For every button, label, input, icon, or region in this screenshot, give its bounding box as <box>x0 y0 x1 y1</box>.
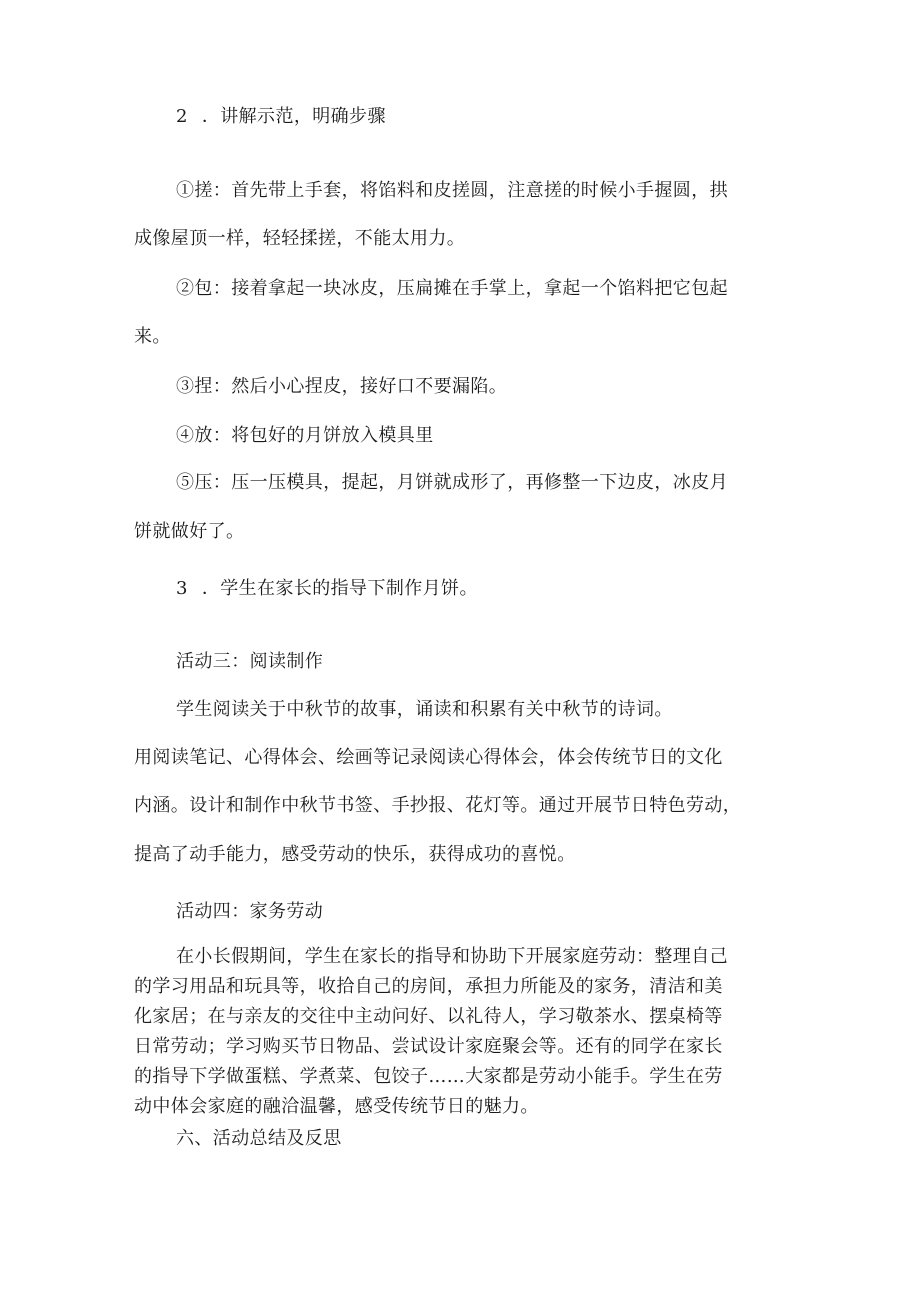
section-6-heading: 六、活动总结及反思 <box>176 1128 342 1149</box>
activity-4-line-6: 动中体会家庭的融洽温馨，感受传统节日的魅力。 <box>134 1096 539 1117</box>
section-3-heading <box>176 576 786 602</box>
step-1-line-1: ①搓：首先带上手套，将馅料和皮搓圆，注意搓的时候小手握圆，拱 <box>176 180 728 201</box>
section-2-title: ．讲解示范，明确步骤 <box>201 106 386 127</box>
activity-3-line-3: 内涵。设计和制作中秋节书签、手抄报、花灯等。通过开展节日特色劳动， <box>134 795 742 816</box>
activity-3-heading: 活动三：阅读制作 <box>176 651 324 672</box>
activity-3-line-4: 提高了动手能力，感受劳动的快乐，获得成功的喜悦。 <box>134 844 576 865</box>
section-2-number: 2 <box>176 106 188 127</box>
activity-4-heading: 活动四：家务劳动 <box>176 901 324 922</box>
section-2-heading <box>176 104 786 130</box>
step-2-line-2: 来。 <box>134 326 171 347</box>
step-2-line-1: ②包：接着拿起一块冰皮，压扁摊在手掌上，拿起一个馅料把它包起 <box>176 278 728 299</box>
activity-4-line-4: 日常劳动；学习购买节日物品、尝试设计家庭聚会等。还有的同学在家长 <box>134 1036 723 1057</box>
section-3-title: ．学生在家长的指导下制作月饼。 <box>201 578 478 599</box>
activity-4-line-5: 的指导下学做蛋糕、学煮菜、包饺子……大家都是劳动小能手。学生在劳 <box>134 1066 723 1087</box>
activity-4-line-1: 在小长假期间，学生在家长的指导和协助下开展家庭劳动：整理自己 <box>176 946 728 967</box>
activity-3-line-1: 学生阅读关于中秋节的故事，诵读和积累有关中秋节的诗词。 <box>176 699 673 720</box>
activity-3-line-2: 用阅读笔记、心得体会、绘画等记录阅读心得体会，体会传统节日的文化 <box>134 747 723 768</box>
step-4: ④放：将包好的月饼放入模具里 <box>176 425 434 446</box>
activity-4-line-3: 化家居；在与亲友的交往中主动问好、以礼待人，学习敬茶水、摆桌椅等 <box>134 1006 723 1027</box>
step-5-line-2: 饼就做好了。 <box>134 521 245 542</box>
step-5-line-1: ⑤压：压一压模具，提起，月饼就成形了，再修整一下边皮，冰皮月 <box>176 472 728 493</box>
section-3-number: 3 <box>176 578 188 599</box>
activity-4-line-2: 的学习用品和玩具等，收拾自己的房间，承担力所能及的家务，清洁和美 <box>134 976 723 997</box>
step-3: ③捏：然后小心捏皮，接好口不要漏陷。 <box>176 376 508 397</box>
activity-4-paragraph <box>134 942 784 1122</box>
step-1-line-2: 成像屋顶一样，轻轻揉搓，不能太用力。 <box>134 228 466 249</box>
